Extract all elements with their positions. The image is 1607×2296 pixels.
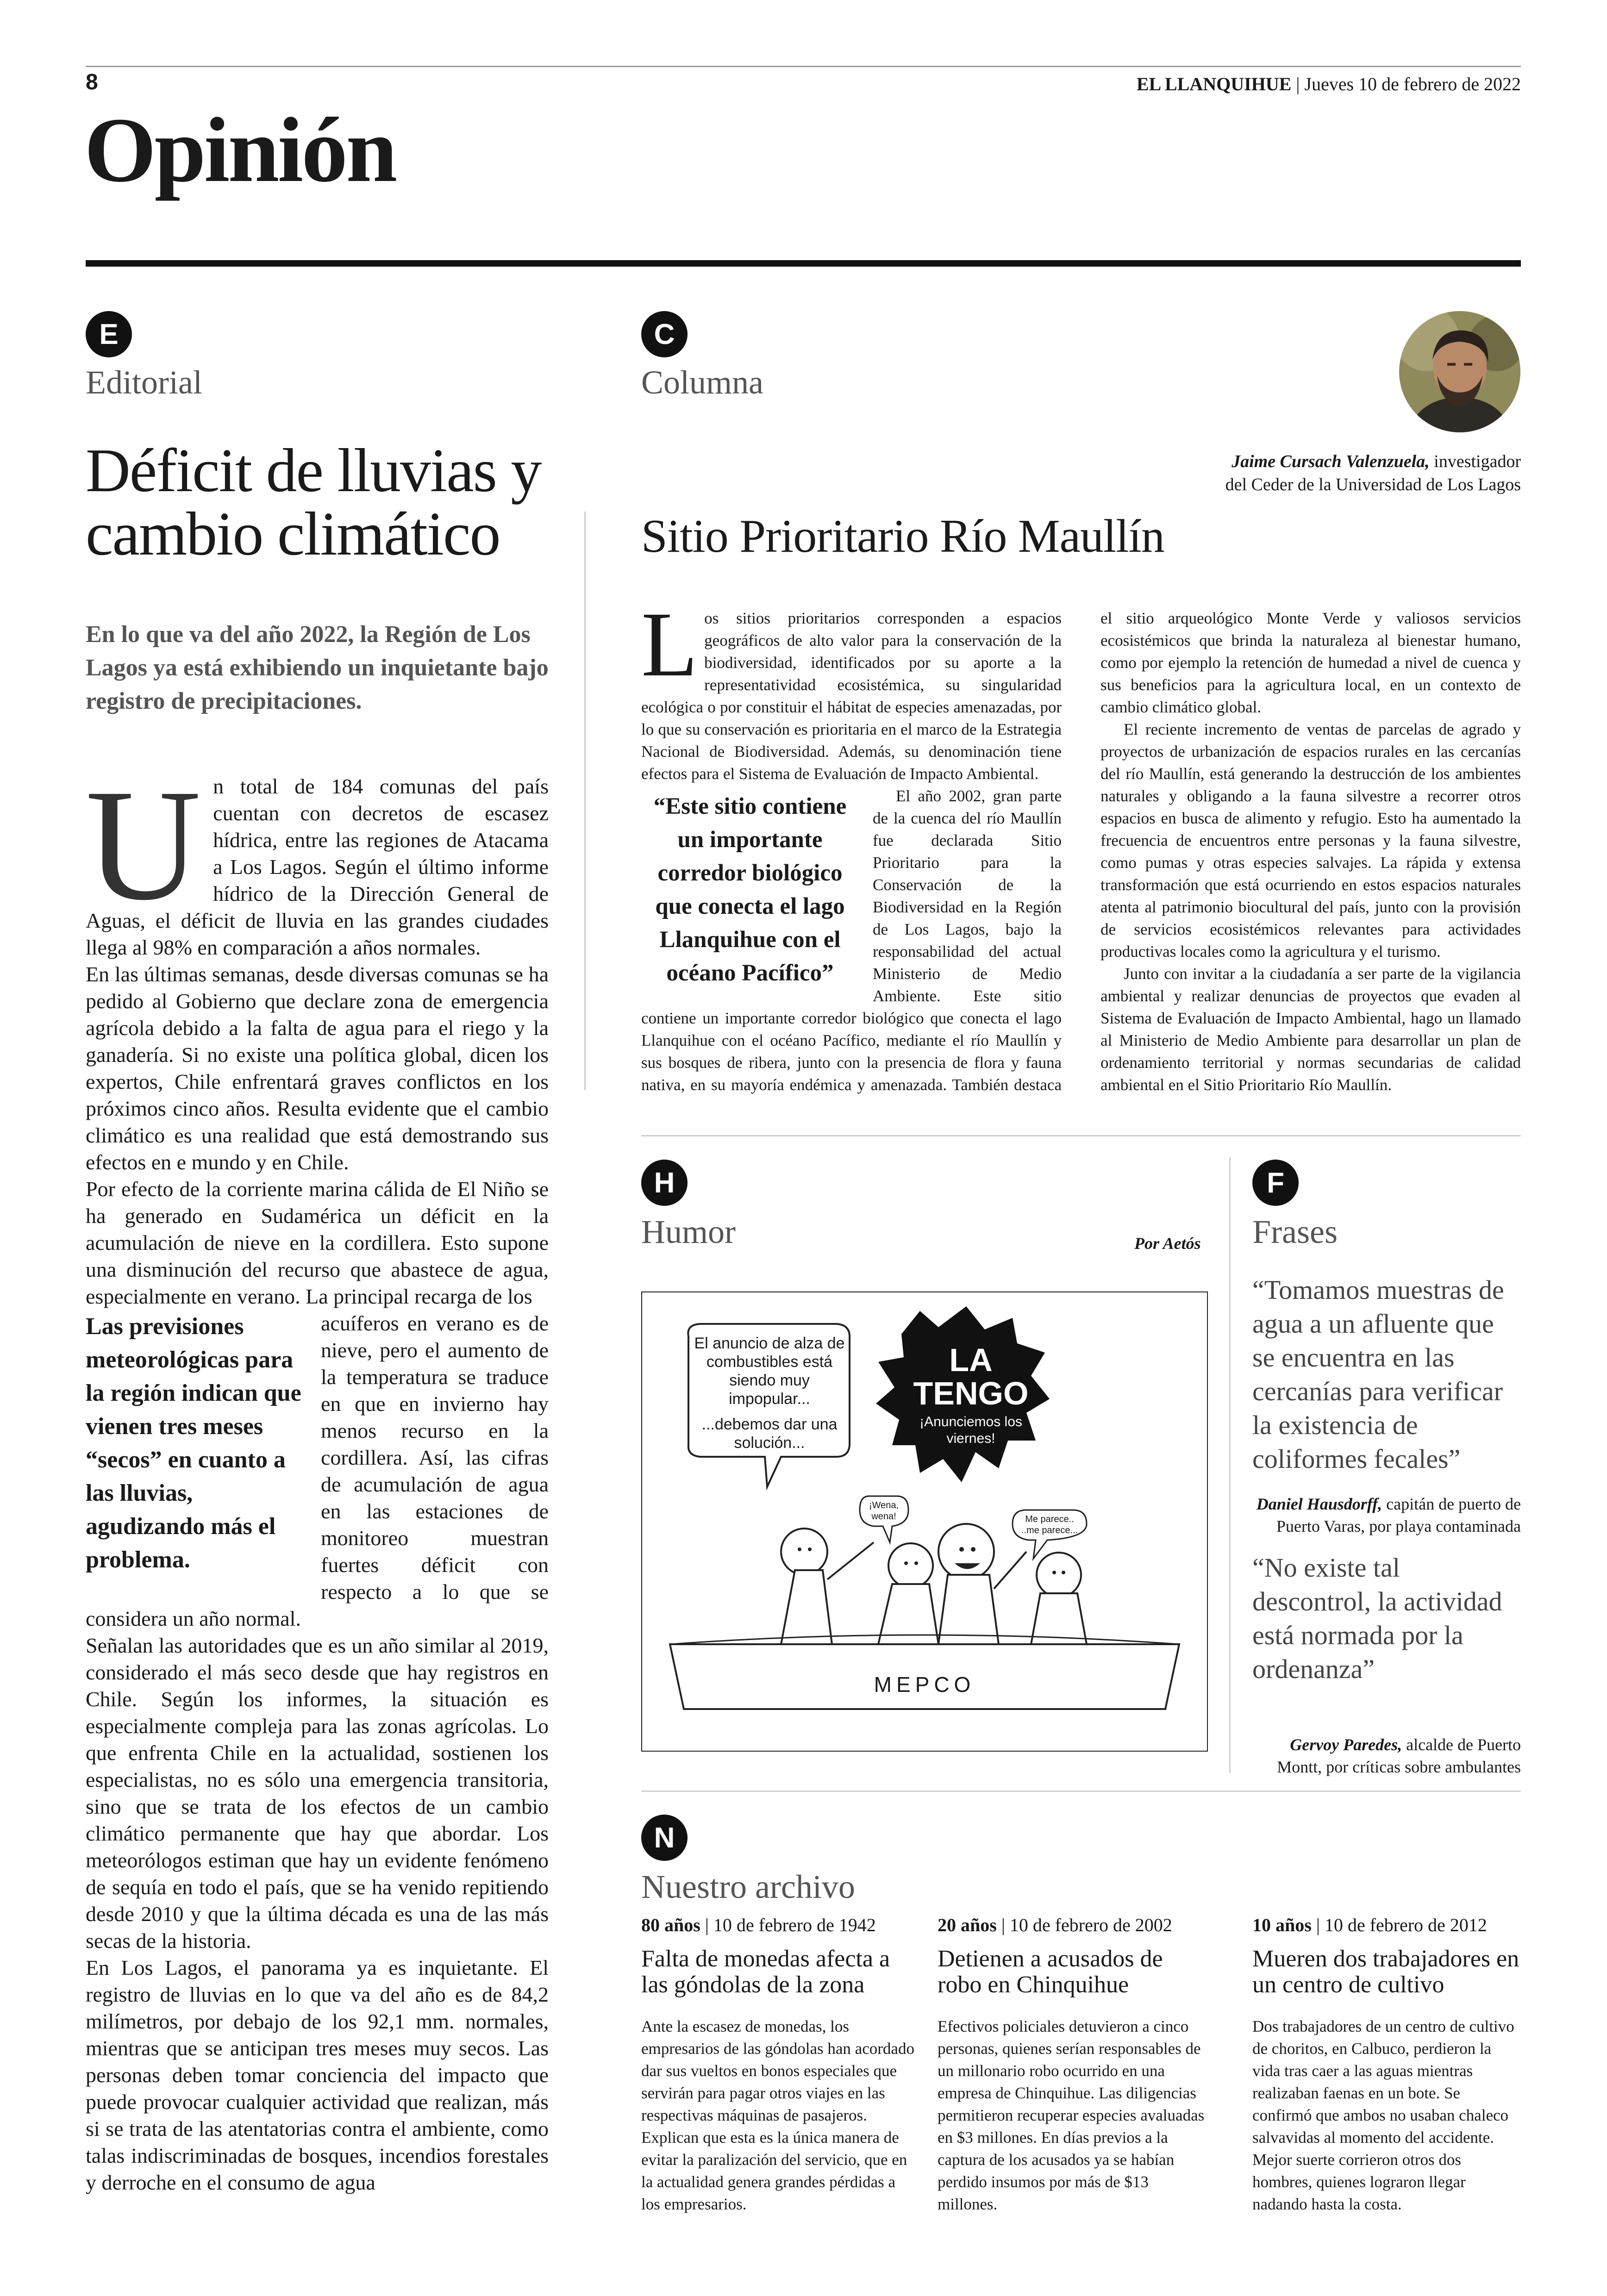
- archive-item: [1252, 1914, 1521, 2215]
- author-photo: [1399, 311, 1520, 432]
- archive-date: 10 de febrero de 2012: [1324, 1915, 1487, 1935]
- archive-item: [641, 1914, 914, 2215]
- page-number: 8: [86, 70, 98, 94]
- archive-headline: Detienen a acusados de robo en Chinquihue: [938, 1946, 1163, 1998]
- cartoon-table-label: MEPCO: [874, 1672, 975, 1697]
- archive-body: Dos trabajadores de un centro de cultivo de choritos, en Calbuco, perdieron la vida tras caer a las aguas mientras realizaban faenas en un bote. Se confirmó que ambos no usaban chaleco salvavidas al momento del accidente. Mejor suerte corrieron otros dos hombres, quienes lograron llegar nadando hasta la costa.: [1252, 2017, 1514, 2213]
- archive-headline: Mueren dos trabajadores en un centro de cultivo: [1252, 1946, 1519, 1998]
- cartoon-cloud-subtitle: ¡Anunciemos los viernes!: [919, 1414, 1022, 1446]
- frases-badge: F: [1252, 1160, 1299, 1206]
- editorial-badge: E: [86, 311, 132, 357]
- publication-info: EL LLANQUIHUE | Jueves 10 de febrero de 2022: [1136, 74, 1521, 94]
- editorial-paragraph: n total de 184 comunas del país cuentan con decretos de escasez hídrica, entre las regiones de Atacama a Los Lagos. Según el último informe hídrico de la Dirección General de Aguas, el déficit de lluvia en las grandes ciudades llega al 98% en comparación a años normales.: [86, 774, 549, 959]
- editorial-pullquote: Las previsiones meteorológicas para la región indican que vienen tres meses “secos” en cuanto a las lluvias, agudizando más el problema.: [86, 1313, 301, 1573]
- cartoon-small-bubble-right: Me parece.. ..me parece...: [1021, 1514, 1078, 1535]
- cartoon-bubble-left-1: El anuncio de alza de combustibles está siendo muy impopular...: [694, 1335, 845, 1408]
- editorial-paragraph: Señalan las autoridades que es un año similar al 2019, considerado el más seco desde que hay registros en Chile. Según los informes, la situación es especialmente compleja para las zonas agrícolas. Lo que enfrenta Chile en la actualidad, sostienen los especialistas, no es sólo una emergencia transitoria, sino que se trata de los efectos de un cambio climático permanente que hay que abordar. Los meteorólogos estiman que hay un evidente fenómeno de sequía en todo el país, que se ha venido repitiendo desde 2010 y que la última década es una de las más secas de la historia.: [86, 1634, 549, 1953]
- column-pullquote: “Este sitio contiene un importante corredor biológico que conecta el lago Llanquihue con el océano Pacífico”: [653, 793, 847, 986]
- column-dropcap: L: [641, 593, 698, 696]
- frase-quote-2: “No existe tal descontrol, la actividad está normada por la ordenanza”: [1252, 1553, 1502, 1684]
- frase-quote-1: “Tomamos muestras de agua a un afluente que se encuentra en las cercanías para verificar la existencia de coliformes fecales”: [1252, 1275, 1504, 1474]
- frases-divider: [1229, 1157, 1231, 1773]
- frases-kicker: Frases: [1252, 1213, 1338, 1250]
- cartoon-cloud-title-2: TENGO: [913, 1375, 1029, 1411]
- column-badge: C: [641, 311, 688, 357]
- editorial-body: [86, 756, 549, 2196]
- section-rule: [86, 260, 1521, 267]
- editorial-paragraph: Por efecto de la corriente marina cálida de El Niño se ha generado en Sudamérica un déficit en la acumulación de nieve en la cordillera. Esto supone una disminución del recurso que abastece de agua, especialmente en verano. La principal recarga de los: [86, 1177, 549, 1308]
- cartoon-bubble-left-2: ...debemos dar una solución...: [701, 1416, 838, 1452]
- humor-kicker: Humor: [641, 1213, 736, 1250]
- publication-name: EL LLANQUIHUE: [1136, 74, 1292, 94]
- publication-date: Jueves 10 de febrero de 2022: [1304, 74, 1521, 94]
- archive-kicker: Nuestro archivo: [641, 1868, 855, 1905]
- column-title: Sitio Prioritario Río Maullín: [641, 510, 1164, 562]
- author-role: investigador del Ceder de la Universidad de Los Lagos: [1225, 452, 1521, 494]
- editorial-title-line2: cambio climático: [86, 499, 500, 568]
- column-bottom-rule: [641, 1135, 1521, 1136]
- author-caption: [1225, 450, 1521, 496]
- archive-item: [938, 1914, 1211, 2215]
- archive-meta: 20 años | 10 de febrero de 2002: [938, 1915, 1172, 1935]
- editorial-paragraph: acuíferos en verano es de nieve, pero el aumento de la temperatura se traduce en que en invierno hay menos recurso en la cordillera. Así, las cifras de acumulación de agua en las estaciones de monitoreo muestran fuertes déficit con respecto a lo que se considera un año normal.: [86, 1311, 549, 1630]
- frase-caption-1: [1252, 1493, 1521, 1537]
- frase-caption-2: [1252, 1734, 1521, 1778]
- archive-headline: Falta de monedas afecta a las góndolas de la zona: [641, 1946, 890, 1998]
- editorial-lead: En lo que va del año 2022, la Región de Los Lagos ya está exhibiendo un inquietante bajo registro de precipitaciones.: [86, 621, 549, 714]
- frase-role-1: capitán de puerto de Puerto Varas, por playa contaminada: [1276, 1495, 1521, 1535]
- archive-years: 20 años: [938, 1915, 997, 1935]
- archive-body: Efectivos policiales detuvieron a cinco personas, quienes serían responsables de un millonario robo ocurrido en una empresa de Chinquihue. Las diligencias permitieron recuperar especies avaluadas en $3 millones. En días previos a la captura de los acusados ya se habían perdido insumos por más de $13 millones.: [938, 2017, 1205, 2213]
- humor-cartoon: [641, 1292, 1208, 1752]
- archive-top-rule: [641, 1791, 1521, 1792]
- column-paragraph: El año 2002, gran parte de la cuenca del río Maullín fue declarada Sitio Prioritario para la Conservación de la Biodiversidad en la Región de Los Lagos, bajo la responsabilidad del actual Ministerio de Medio Ambiente. Este sitio contiene un importante corredor biológico que conecta el lago Llanquihue con el océano Pacífico, mediante el río Maullín y sus bosques de ribera, junto con la presencia de flora y fauna nativa, en su mayoría endémica y amenazada. También destaca el sitio arqueológico Monte Verde y valiosos servicios ecosistémicos que brinda la naturaleza al bienestar humano, como por ejemplo la retención de humedad a nivel de cuenca y sus beneficios para la agricultura local, en un contexto de cambio climático global.: [641, 609, 1521, 1094]
- archive-meta: 80 años | 10 de febrero de 1942: [641, 1915, 876, 1935]
- editorial-title: [86, 436, 549, 568]
- archive-meta: 10 años | 10 de febrero de 2012: [1252, 1915, 1487, 1935]
- column-kicker: Columna: [641, 364, 763, 401]
- column-divider: [584, 512, 586, 1090]
- top-rule: [86, 66, 1521, 67]
- archive-badge: N: [641, 1815, 688, 1861]
- frase-author-1: Daniel Hausdorff,: [1256, 1495, 1382, 1513]
- archive-years: 80 años: [641, 1915, 700, 1935]
- archive-date: 10 de febrero de 2002: [1009, 1915, 1172, 1935]
- frase-role-2: alcalde de Puerto Montt, por críticas sobre ambulantes: [1277, 1735, 1521, 1776]
- frase-author-2: Gervoy Paredes,: [1290, 1735, 1402, 1754]
- editorial-title-line1: Déficit de lluvias y: [86, 436, 541, 505]
- column-paragraph: Junto con invitar a la ciudadanía a ser parte de la vigilancia ambiental y realizar denuncias de proyectos que evaden al Sistema de Evaluación de Impacto Ambiental, hago un llamado al Ministerio de Medio Ambiente para desarrollar un plan de ordenamiento territorial y normas secundarias de calidad ambiental en el Sitio Prioritario Río Maullín.: [1101, 965, 1521, 1094]
- section-title: Opinión: [84, 99, 396, 201]
- author-name: Jaime Cursach Valenzuela,: [1232, 452, 1430, 471]
- humor-badge: H: [641, 1160, 688, 1206]
- column-paragraph: El reciente incremento de ventas de parcelas de agrado y proyectos de urbanización de espacios rurales en las cercanías del río Maullín, está generando la destrucción de los ambientes naturales y obligando a la fauna silvestre a recorrer otros espacios en busca de alimento y refugio. Esto ha aumentado la frecuencia de encuentros entre personas y la fauna silvestre, como pumas y otras especies salvajes. La rápida y extensa transformación que está ocurriendo en estos espacios naturales atenta al patrimonio biocultural del país, junto con la provisión de servicios ecosistémicos relevantes para actividades productivas locales como la agricultura y el turismo.: [1101, 720, 1521, 961]
- editorial-paragraph: En Los Lagos, el panorama ya es inquietante. El registro de lluvias en lo que va del año es de 84,2 milímetros, por debajo de los 92,1 mm. normales, mientras que se anticipan tres meses muy secos. Las personas deben tomar conciencia del impacto que puede provocar cualquier actividad que realizan, más si se trata de las atentatorias contra el ambiente, como talas indiscriminadas de bosques, incendios forestales y derroche en el consumo de agua: [86, 1956, 549, 2194]
- column-paragraph: os sitios prioritarios corresponden a espacios geográficos de alto valor para la conservación de la biodiversidad, identificados por su aporte a la representatividad ecosistémica, su singularidad ecológica o por constituir el hábitat de especies amenazadas, por lo que su conservación es prioritaria en el marco de la Estrategia Nacional de Biodiversidad. Además, su denominación tiene efectos para el Sistema de Evaluación de Impacto Ambiental.: [641, 609, 1062, 783]
- editorial-paragraph: En las últimas semanas, desde diversas comunas se ha pedido al Gobierno que declare zona de emergencia agrícola debido a la falta de agua para el riego y la ganadería. Si no existe una política global, dicen los expertos, Chile enfrentará graves conflictos en los próximos cinco años. Resulta evidente que el cambio climático es una realidad que está demostrando sus efectos en e mundo y en Chile.: [86, 962, 549, 1174]
- cartoon-cloud-title-1: LA: [949, 1342, 993, 1378]
- cartoon-small-bubble-left: ¡Wena, wena!: [869, 1500, 899, 1522]
- humor-byline: Por Aetós: [1134, 1234, 1201, 1253]
- editorial-kicker: Editorial: [86, 364, 202, 401]
- archive-years: 10 años: [1252, 1915, 1312, 1935]
- archive-date: 10 de febrero de 1942: [713, 1915, 876, 1935]
- column-body: [641, 593, 1521, 1096]
- archive-body: Ante la escasez de monedas, los empresarios de las góndolas han acordado dar sus vueltos en bonos especiales que servirán para pagar otros viajes en las respectivas máquinas de pasajeros. Explican que esta es la única manera de evitar la paralización del servicio, que en la actualidad genera grandes pérdidas a los empresarios.: [641, 2017, 914, 2213]
- editorial-dropcap: U: [86, 756, 201, 933]
